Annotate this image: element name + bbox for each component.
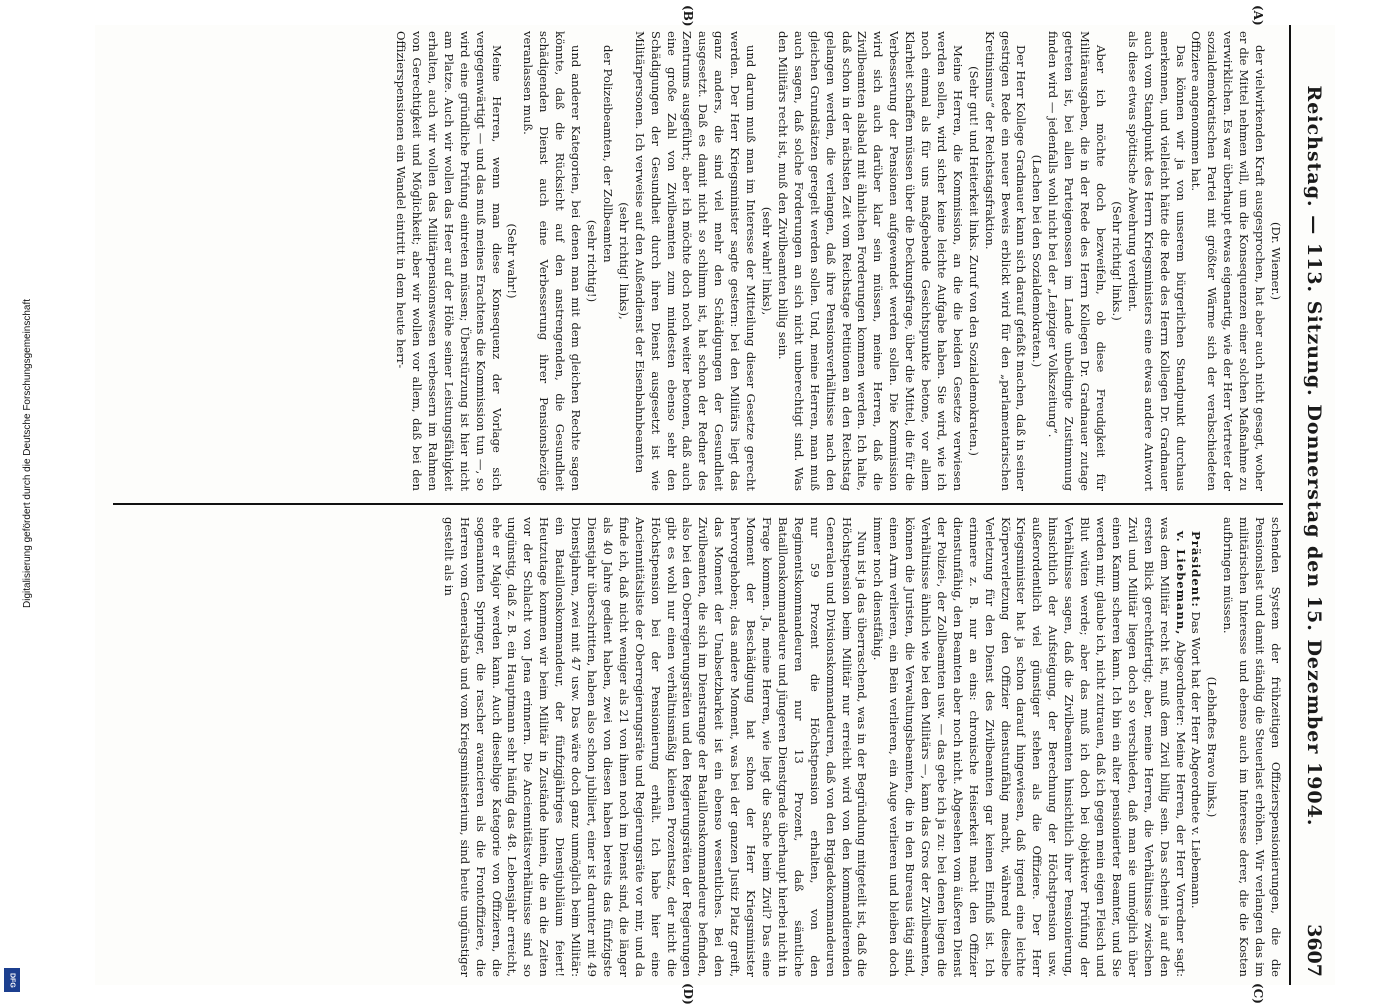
margin-mark-c: (C) <box>1251 983 1265 1004</box>
stage-direction: (sehr richtig!) <box>585 219 600 303</box>
column-rule <box>113 503 1283 505</box>
speech-paragraph: Der Herr Kollege Gradnauer kann sich darauf gefaßt machen, daß in seiner gestrigen Rede ein neuer Beweis erblickt wird für den „parlamentarischen Kretinismus“ der Reichstagsfraktion. <box>982 31 1029 491</box>
speech-paragraph: der Polizeibeamten, der Zollbeamten <box>600 45 615 263</box>
page-header <box>1293 25 1335 985</box>
margin-mark-d: (D) <box>681 983 695 1005</box>
header-rule <box>1289 25 1291 985</box>
margin-mark-b: (B) <box>681 5 695 27</box>
page-title: Reichstag. — 113. Sitzung. Donnerstag den 15. Dezember 1904. <box>1303 85 1325 827</box>
stage-direction: (Sehr gut! und Heiterkeit links. Zuruf von den Sozialdemokraten.) <box>966 66 981 456</box>
speech-paragraph: der vielwirkenden Kraft ausgesprochen, hat aber auch nicht gesagt, woher er die Mittel nehmen will, um die Konsequenzen einer solchen Maßnahme zu verwirklichen. Es war überhaupt etwas eigenartig, wie der Herr Vertreter der sozialdemokratischen Partei mit größter Wärme sich der verabschiedeten Offiziere angenommen hat. <box>1189 31 1268 491</box>
stage-direction: (Sehr wahr!) <box>505 223 520 299</box>
stage-direction: (sehr richtig! links), <box>616 202 631 320</box>
speech-paragraph: Meine Herren, wenn man diese Konsequenz der Vorlage sich vergegenwärtigt — und das muß meines Erachtens die Kommission tun —, so wird eine gründliche Prüfung eintreten müssen; Überstürzung ist hier nicht am Platze. Auch wir wollen das Heer auf der Höhe seiner Leistungsfähigkeit erhalten, auch wir wollen das Militärpensionswesen verbessern im Rahmen von Gerechtigkeit und Möglichkeit; aber wir wollen vor allem, daß bei den Offizierspensionen ein Wandel eintritt in dem heute herr- <box>394 31 504 491</box>
stage-direction: (Lachen bei den Sozialdemokraten.) <box>1030 154 1045 368</box>
speech-text: Das Wort hat der Herr Abgeordnete v. Liebemann. <box>1189 607 1204 909</box>
text-column-left <box>113 31 1283 491</box>
speech-paragraph: und darum muß man im Interesse der Mitteilung dieser Gesetze gerecht werden. Der Herr Kriegsminister sagte gestern: bei den Militärs liegt das ganz anders, die sind viel mehr den Schädigungen der Gesundheit ausgesetzt. Daß es damit nicht so schlimm ist, hat schon der Redner des Zentrums ausgeführt; aber ich möchte doch noch weiter betonen, daß auch eine große Zahl von Zivilbeamten zum mindesten ebenso sehr den Schädigungen der Gesundheit durch ihren Dienst ausgesetzt ist wie Militärpersonen. Ich verweise auf den Außendienst der Eisenbahnbeamten <box>632 31 759 491</box>
stage-direction: (sehr wahr! links), <box>760 206 774 316</box>
stage-direction: (Lebhaftes Bravo links.) <box>1205 676 1220 818</box>
speech-paragraph: und anderer Kategorien, bei denen man mit dem gleichen Rechte sagen könnte, daß die Rücksicht auf den anstrengenden, die Gesundheit schädigenden Dienst auch eine Verbesserung ihrer Pensionsbezüge veranlassen muß. <box>521 31 584 491</box>
speech-paragraph: Das können wir ja von unserem bürgerlichen Standpunkt durchaus anerkennen, und vielleicht hätte die Rede des Herrn Kollegen Dr. Gradnauer auch vom Standpunkt des Herrn Kriegsministers eine etwas andere Antwort als diese etwas spöttische Abwehrung verdient. <box>1125 31 1188 491</box>
speech-text: Abgeordneter: Meine Herren, der Herr Vorredner sagt: was dem Militär recht ist, muß dem Zivil billig sein. Das scheint ja auf den ersten Blick gerechtfertigt; aber, meine Herren, die Verhältnisse zwischen Zivil und Militär liegen doch so verschieden, daß man sie unmöglich über einen Kamm scheren kann. Ich bin ein alter pensionierter Beamter, und Sie werden mir, glaube ich, nicht zutrauen, daß ich gegen mein eigen Fleisch und Blut wüten werde; aber das muß ich doch bei objektiver Prüfung der Verhältnisse sagen, daß die Zivilbeamten hinsichtlich ihrer Pensionierung, hinsichtlich der Aufsteigung, der Berechnung der Höchstpension usw. außerordentlich viel günstiger stehen als die Offiziere. Der Herr Kriegsminister hat ja schon darauf hingewiesen, daß irgend eine leichte Körperverletzung den Offizier dienstunfähig macht, während dieselbe Verletzung für den Dienst des Zivilbeamten gar keinen Einfluß ist. Ich erinnere z. B. nur an eins: chronische Heiserkeit macht den Offizier dienstunfähig, den Beamten aber noch nicht. Abgesehen vom äußeren Dienst der Polizei-, der Zollbeamten usw. — das gebe ich ja zu: bei denen liegen die Verhältnisse ähnlich wie bei den Militärs —, kann das Gros der Zivilbeamten, können die Juristen, die Verwaltungsbeamten, die in den Bureaus tätig sind, einen Arm verlieren, ein Bein verlieren, ein Auge verlieren und bleiben doch immer noch dienstfähig. <box>871 517 1188 977</box>
speaker-paragraph <box>1188 517 1204 977</box>
footer-credit-text: Digitalisierung gefördert durch die Deutsche Forschungsgemeinschaft <box>22 298 33 608</box>
stage-direction: (Sehr richtig! links.) <box>1109 201 1124 321</box>
speaker-paragraph <box>869 517 1187 977</box>
speech-paragraph: schenden System der frühzeitigen Offizierspensionierungen, die die Pensionslast und damit ständig die Steuerlast erhöhen. Wir verlangen das im militärischen Interesse und ebenso auch im Interesse derer, die die Kosten aufbringen müssen. <box>1221 517 1283 977</box>
speech-paragraph: Meine Herren, die Kommission, an die die beiden Gesetze verwiesen werden sollen, wird sicher keine leichte Aufgabe haben. Sie wird, wie ich noch einmal als für uns maßgebende Gesichtspunkte betone, vor allem Klarheit schaffen müssen über die Deckungsfrage, über die Mittel, die für die Verbesserung der Pensionen aufgewendet werden sollen. Die Kommission wird sich auch darüber klar sein müssen, meine Herren, daß die Zivilbeamten alsbald mit ähnlichen Forderungen kommen werden. Ich halte, daß schon in der nächsten Zeit vom Reichstage Petitionen an den Reichstag gelangen werden, die verlangen, daß ihre Pensionsverhältnisse nach den gleichen Grundsätzen geregelt werden sollen. Und, meine Herren, man muß auch sagen, daß solche Forderungen an sich nicht unberechtigt sind. Was den Militärs recht ist, muß den Zivilbeamten billig sein. <box>775 31 965 491</box>
speaker-name: v. Liebemann, <box>1173 531 1188 636</box>
margin-mark-a: (A) <box>1251 5 1265 26</box>
running-speaker-head: (Dr. Wiemer.) <box>1269 221 1283 301</box>
page-number: 3607 <box>1303 924 1325 977</box>
digitization-footer <box>0 0 33 1000</box>
speaker-name: Präsident: <box>1189 531 1204 608</box>
speech-paragraph: Nun ist ja das überraschend, was in der Begründung mitgeteilt ist, daß die Höchstpension beim Militär nur erreicht wird von den kommandierenden Generalen und Divisionskommandeuren, daß von den Brigadekommandeuren nur 59 Prozent die Höchstpension erhalten, von den Regimentskommandeuren nur 13 Prozent, daß sämtliche Bataillonskommandeure und jüngeren Dienstgrade überhaupt hierbei nicht in Frage kommen. Ja, meine Herren, wie liegt die Sache beim Zivil? Das eine Moment der Beschädigung hat schon der Herr Kriegsminister hervorgehoben; das andere Moment, was bei der ganzen Justiz Platz greift, das Moment der Unabsetzbarkeit ist ein ebenso wesentliches. Bei den Zivilbeamten, die sich im Dienstrange der Bataillonskommandeure befinden, also bei den Oberregierungsräten und den Regierungsräten der Regierungen gibt es wohl nur einen verhältnismäßig kleinen Prozentsatz, der nicht die Höchstpension bei der Pensionierung erhält. Ich habe hier eine Anciennitätsliste der Oberregierungsräte und Regierungsräte vor mir, und da finde ich, daß nicht weniger als 21 von ihnen noch im Dienst sind, die länger als 40 Jahre gedient haben, zwei von diesen haben bereits das fünfzigste Dienstjahr überschritten, haben also schon jubiliert, einer ist darunter mit 49 Dienstjahren, zwei mit 47 usw. Das wäre doch ganz unmöglich beim Militär: ein Bataillonskommandeur, der fünfzigjähriges Dienstjubiläum feiert! Heutzutage kommen wir beim Militär in Zustände hinein, die an die Zeiten vor der Schlacht von Jena erinnern. Die Anciennitätsverhältnisse sind so ungünstig, daß z. B. ein Hauptmann sehr häufig das 48. Lebensjahr erreicht, ehe er Major werden kann. Auch dieselbige Kategorie von Offizieren, die sogenannten Springer, die rascher avancieren als die Frontoffiziere, die Herren vom Generalstab und vom Kriegsministerium, sind heute ungünstiger gestellt als in <box>441 517 870 977</box>
dfg-logo: DFG <box>4 968 20 992</box>
speech-paragraph: Aber ich möchte doch bezweifeln, ob diese Freudigkeit für Militärausgaben, die in der Rede des Herrn Kollegen Dr. Gradnauer zutage getreten ist, bei allen Parteigenossen im Lande unbedingte Zustimmung finden wird — jedenfalls wohl nicht bei der „Leipziger Volkszeitung“. <box>1046 31 1109 491</box>
rotated-document-page <box>95 5 1335 1005</box>
text-column-right <box>113 517 1283 977</box>
